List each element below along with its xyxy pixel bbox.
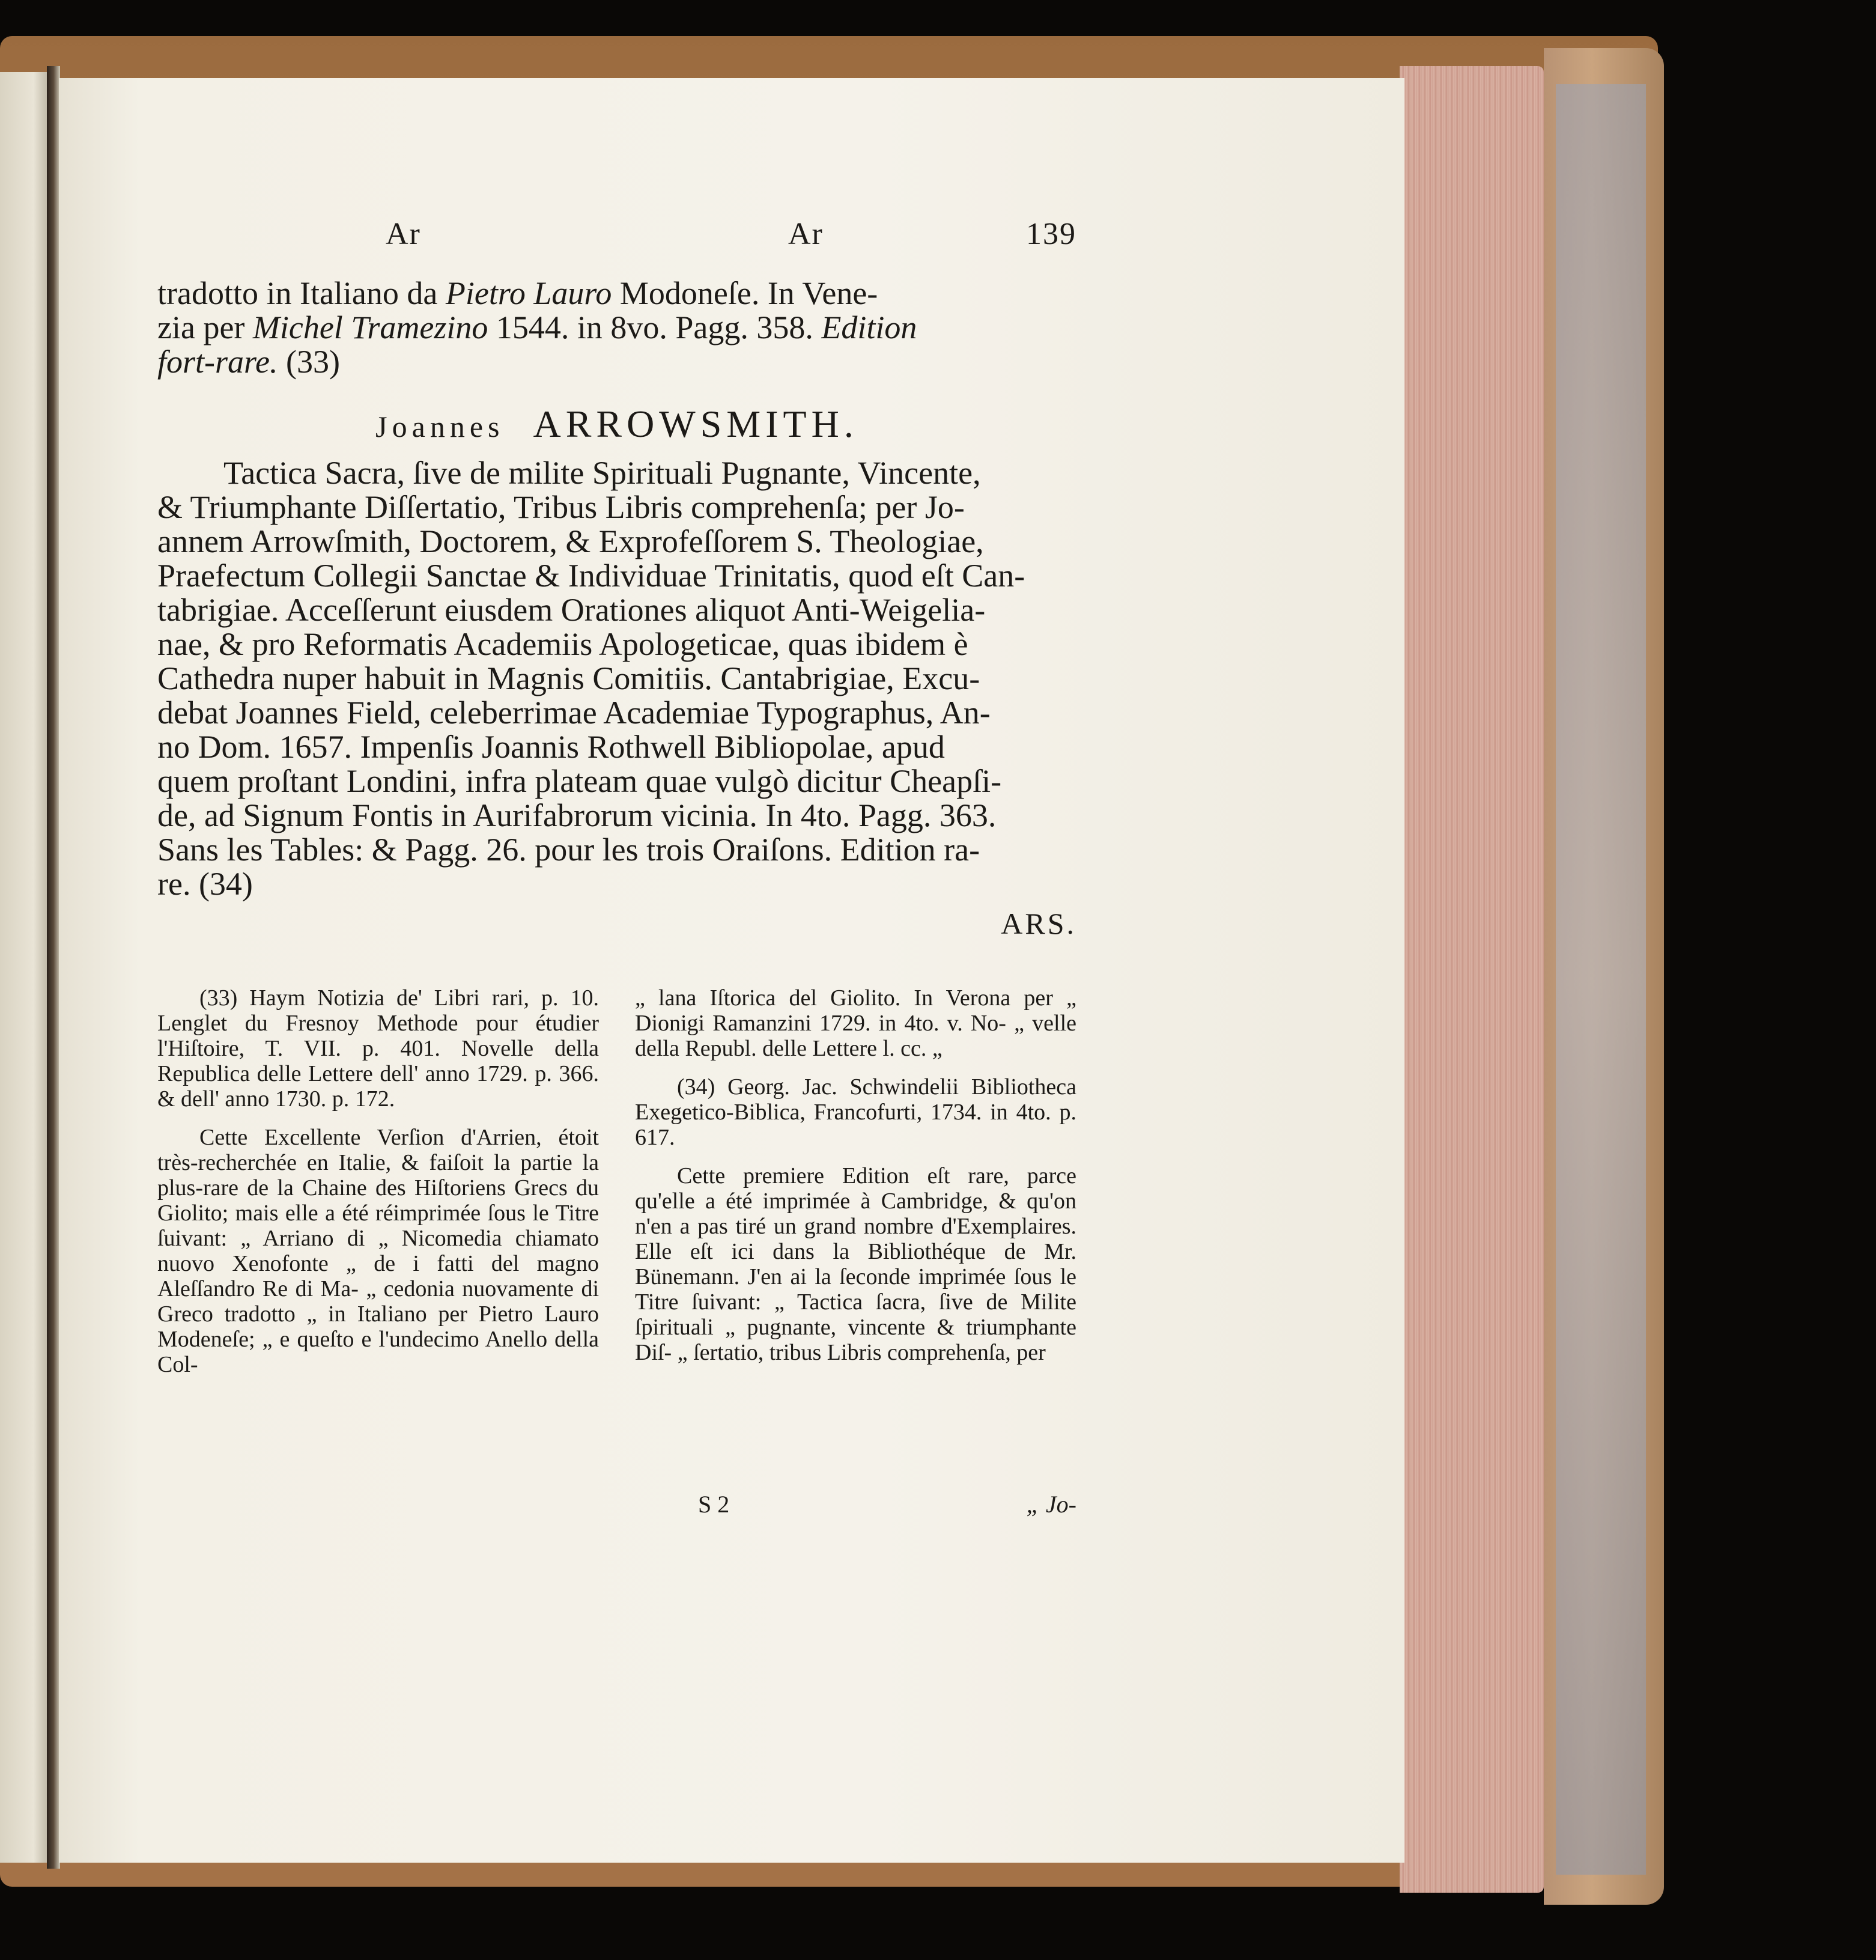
body-line: annem Arrowſmith, Doctorem, & Exprofeſſorem S. Theologiae, [157,523,984,559]
footnote-column-left [157,985,599,1390]
body-line: & Triumphante Diſſertatio, Tribus Libris comprehenſa; per Jo- [157,489,965,525]
header-left: Ar [386,217,421,251]
body-line: debat Joannes Field, celeberrimae Academiae Typographus, An- [157,695,991,731]
footnote: „ lana Iſtorica del Giolito. In Verona per „ Dionigi Ramanzini 1729. in 4to. v. No- „ velle della Republ. delle Lettere l. cc. „ [635,985,1076,1061]
page-number: 139 [1026,217,1076,251]
intro-line: tradotto in Italiano da Pietro Lauro Modoneſe. In Vene- [157,275,878,311]
gutter [47,66,60,1869]
intro-line: zia per Michel Tramezino 1544. in 8vo. Pagg. 358. Edition [157,309,917,345]
body-line: de, ad Signum Fontis in Aurifabrorum vicinia. In 4to. Pagg. 363. [157,797,997,833]
running-header [157,216,1076,276]
footnote: (33) Haym Notizia de' Libri rari, p. 10. Lenglet du Fresnoy Methode pour étudier l'Hiſtoire, T. VII. p. 401. Novelle della Republica delle Lettere dell' anno 1729. p. 366. & dell' anno 1730. p. 172. [157,985,599,1112]
entry-heading: Joannes ARROWSMITH. [375,403,858,445]
entry-body [157,456,1076,901]
body-line: nae, & pro Reformatis Academiis Apologeticae, quas ibidem è [157,626,968,662]
text-block [157,216,1076,1518]
body-line: Praefectum Collegii Sanctae & Individuae Trinitatis, quod eſt Can- [157,558,1025,594]
signature-mark: S 2 [698,1491,730,1518]
header-center: Ar [788,217,824,251]
catchword: „ Jo- [1026,1491,1076,1518]
body-line: re. (34) [157,866,253,902]
footnotes [157,985,1076,1390]
intro-paragraph [157,276,1076,379]
body-line: quem proſtant Londini, infra plateam quae vulgò dicitur Cheapſi- [157,763,1002,799]
next-entry-heading: ARS. [1001,907,1076,940]
footnote: Cette premiere Edition eſt rare, parce qu'elle a été imprimée à Cambridge, & qu'on n'en a pas tiré un grand nombre d'Exemplaires. Elle eſt ici dans la Bibliothéque de Mr. Bünemann. J'en ai la ſeconde imprimée ſous le Titre ſuivant: „ Tactica ſacra, ſive de Milite ſpirituali „ pugnante, vincente & triumphante Diſ- „ ſertatio, tribus Libris comprehenſa, per [635,1163,1076,1365]
body-line: Cathedra nuper habuit in Magnis Comitiis. Cantabrigiae, Excu- [157,660,980,696]
body-line: tabrigiae. Acceſſerunt eiusdem Orationes aliquot Anti-Weigelia- [157,592,986,628]
footnote-column-right [635,985,1076,1390]
intro-line: fort-rare. (33) [157,344,340,380]
left-page-edge [0,72,48,1863]
page-edges [1400,66,1544,1893]
footnote: (34) Georg. Jac. Schwindelii Bibliotheca Exegetico-Biblica, Francofurti, 1734. in 4to. p. 617. [635,1074,1076,1150]
page-footer [157,1490,1076,1526]
body-line: Sans les Tables: & Pagg. 26. pour les trois Oraiſons. Edition ra- [157,832,980,868]
body-line: Tactica Sacra, ſive de milite Spirituali Pugnante, Vincente, [223,455,981,491]
body-line: no Dom. 1657. Impenſis Joannis Rothwell Bibliopolae, apud [157,729,945,765]
footnote: Cette Excellente Verſion d'Arrien, étoit très-recherchée en Italie, & faiſoit la partie la plus-rare de la Chaine des Hiſtoriens Grecs du Giolito; mais elle a été réimprimée ſous le Titre ſuivant: „ Arriano di „ Nicomedia chiamato nuovo Xenofonte „ de i fatti del magno Aleſſandro Re di Ma- „ cedonia nuovamente di Greco tradotto „ in Italiano per Pietro Lauro Modeneſe; „ e queſto e l'undecimo Anello della Col- [157,1125,599,1377]
marbled-endpaper [1556,84,1646,1875]
